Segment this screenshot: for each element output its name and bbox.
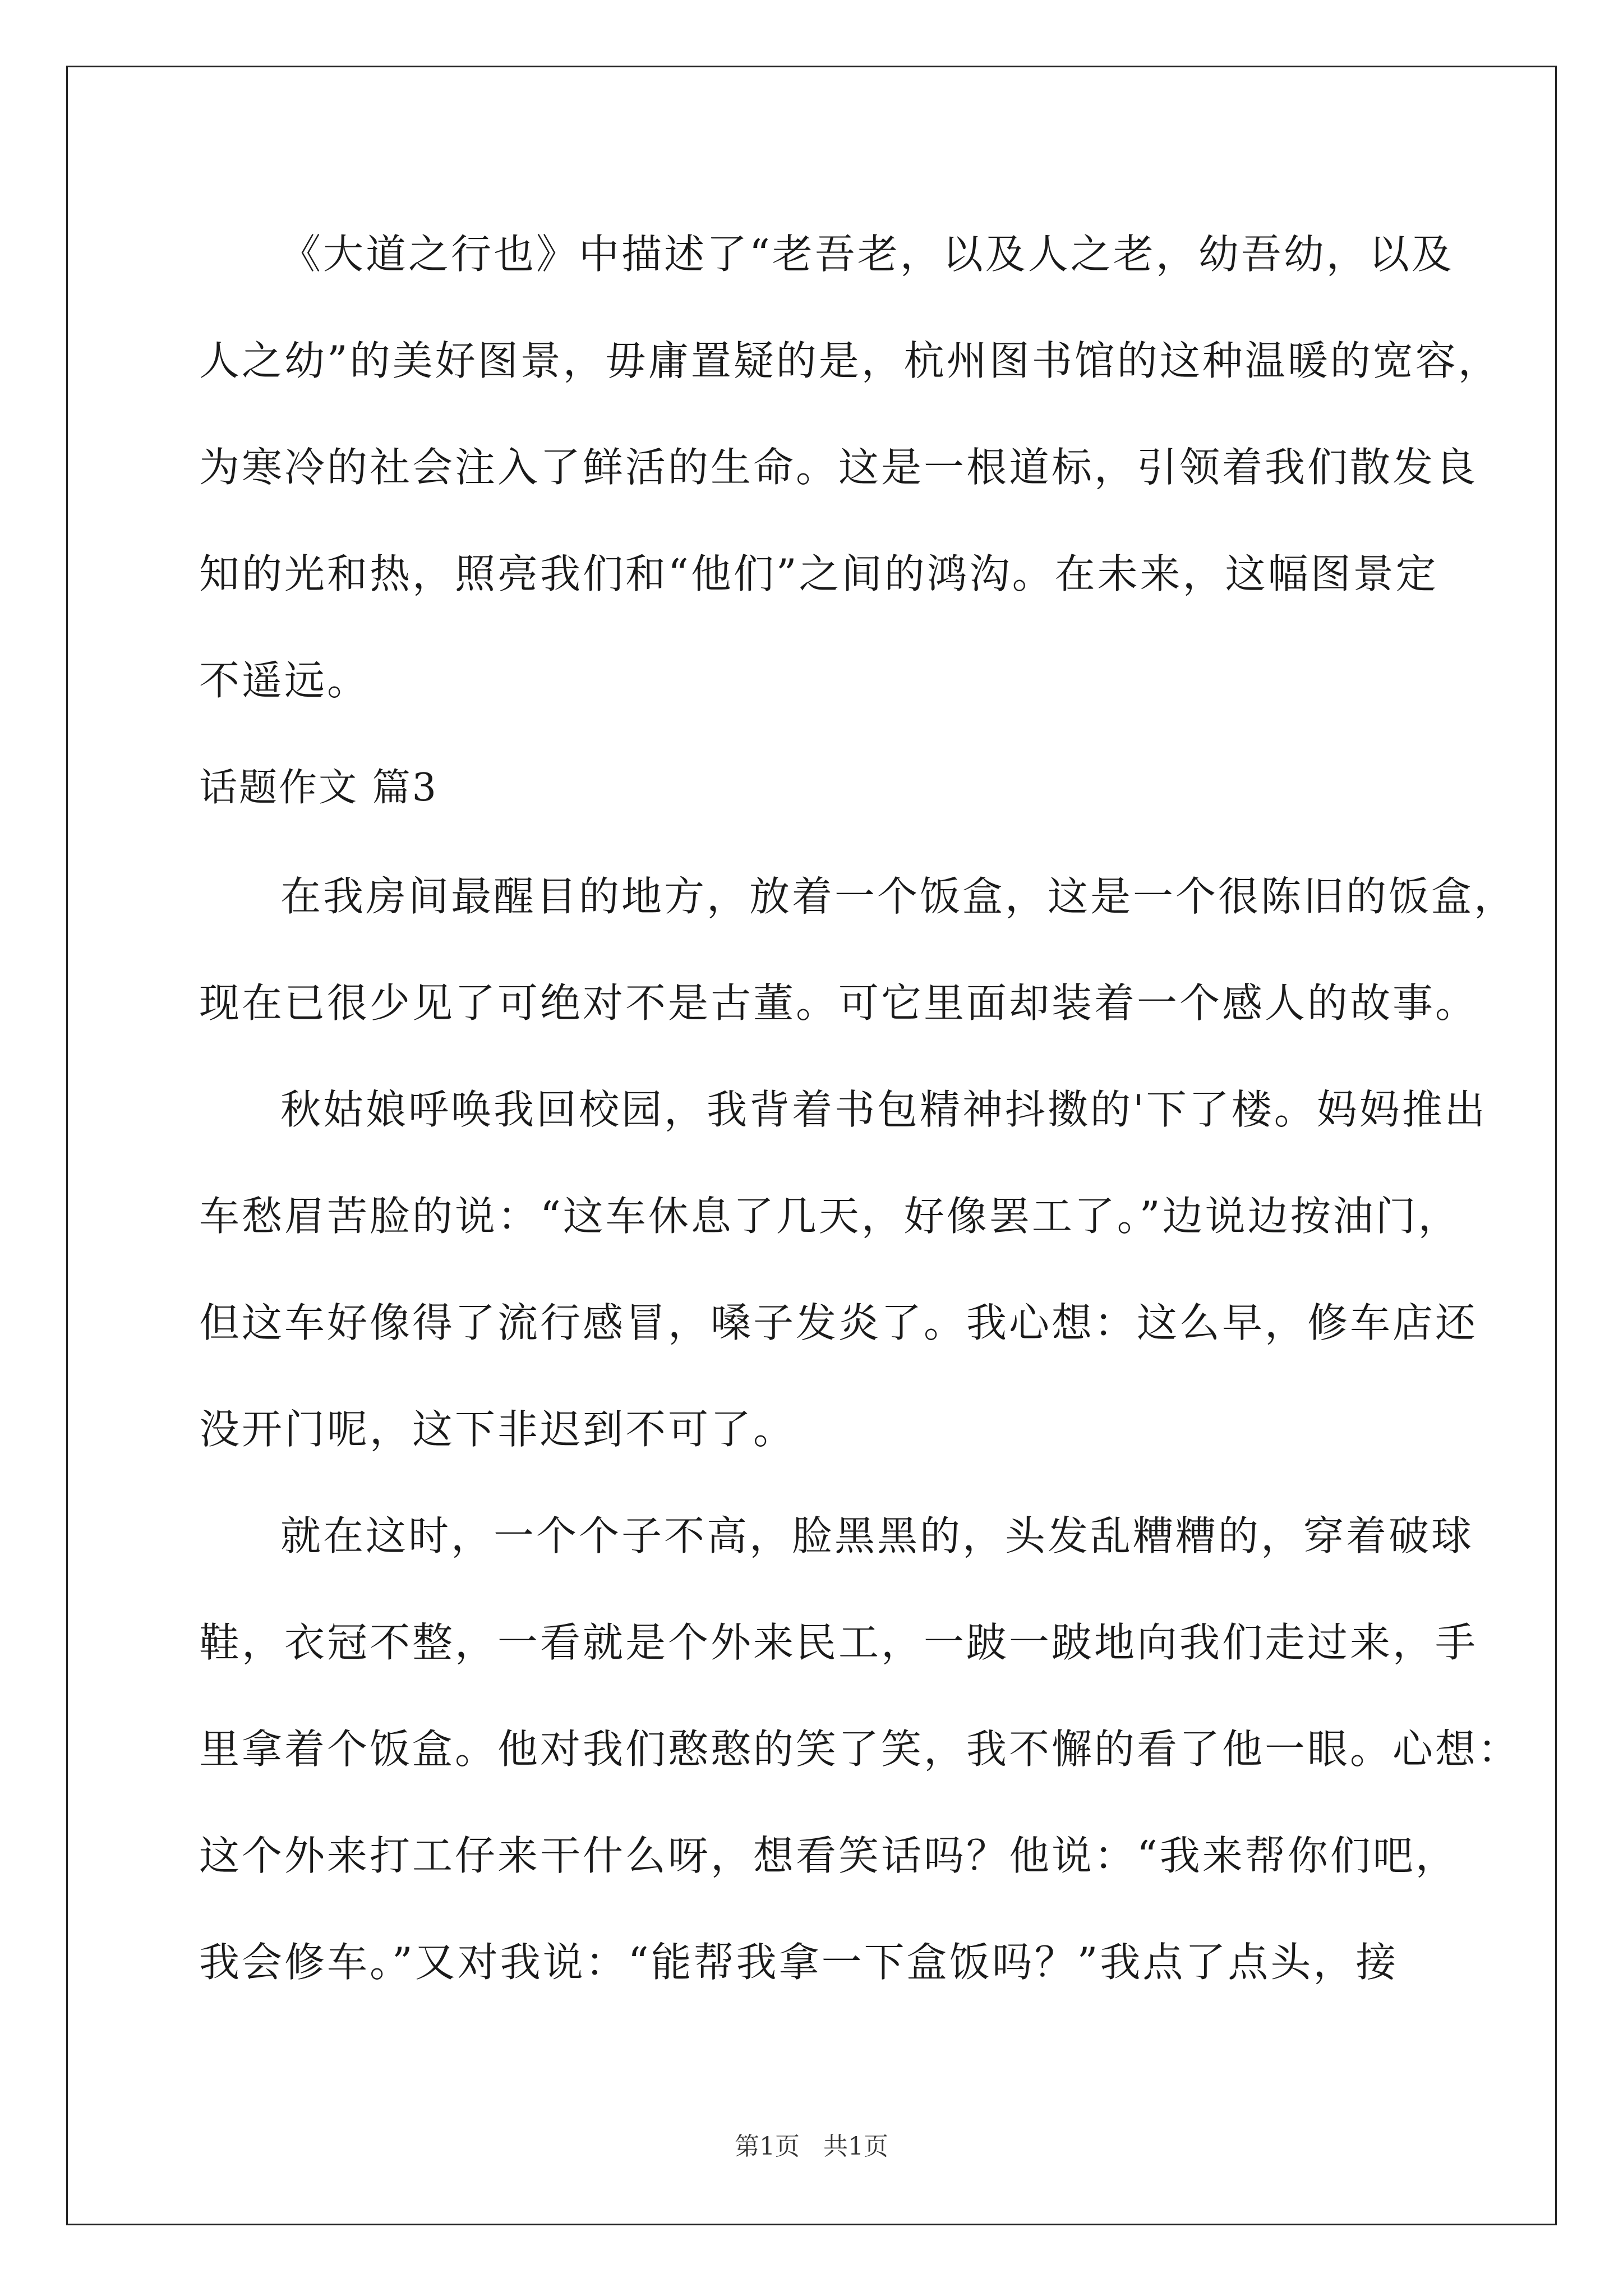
paragraph-line: 车愁眉苦脸的说：“这车休息了几天，好像罢工了。”边说边按油门， (199, 1193, 1461, 1240)
paragraph-line: 不遥远。 (199, 657, 370, 704)
paragraph-line: 现在已很少见了可绝对不是古董。可它里面却装着一个感人的故事。 (199, 979, 1478, 1027)
paragraph-line: 知的光和热，照亮我们和“他们”之间的鸿沟。在未来，这幅图景定 (199, 550, 1438, 597)
paragraph-line: 没开门呢，这下非迟到不可了。 (199, 1406, 796, 1453)
paragraph-line: 秋姑娘呼唤我回校园，我背着书包精神抖擞的'下了楼。妈妈推出 (280, 1086, 1487, 1133)
paragraph-line: 这个外来打工仔来干什么呀，想看笑话吗？他说：“我来帮你们吧， (199, 1832, 1458, 1879)
paragraph-line: 就在这时，一个个子不高，脸黑黑的，头发乱糟糟的，穿着破球 (280, 1512, 1474, 1559)
paragraph-line: 我会修车。”又对我说：“能帮我拿一下盒饭吗？”我点了点头，接 (199, 1939, 1399, 1986)
paragraph-line: 鞋，衣冠不整，一看就是个外来民工，一跛一跛地向我们走过来，手 (199, 1619, 1478, 1666)
section-heading: 话题作文 篇3 (199, 766, 438, 810)
paragraph-line: 在我房间最醒目的地方，放着一个饭盒，这是一个很陈旧的饭盒， (280, 873, 1517, 920)
paragraph-line: 《大道之行也》中描述了“老吾老，以及人之老，幼吾幼，以及 (280, 231, 1454, 278)
page-footer: 第1页 共1页 (735, 2132, 888, 2161)
paragraph-line: 里拿着个饭盒。他对我们憨憨的笑了笑，我不懈的看了他一眼。心想： (199, 1726, 1521, 1773)
page-border (66, 66, 1557, 2225)
paragraph-line: 人之幼”的美好图景，毋庸置疑的是，杭州图书馆的这种温暖的宽容， (199, 337, 1501, 384)
paragraph-line: 但这车好像得了流行感冒，嗓子发炎了。我心想：这么早，修车店还 (199, 1299, 1478, 1346)
paragraph-line: 为寒冷的社会注入了鲜活的生命。这是一根道标，引领着我们散发良 (199, 444, 1478, 491)
